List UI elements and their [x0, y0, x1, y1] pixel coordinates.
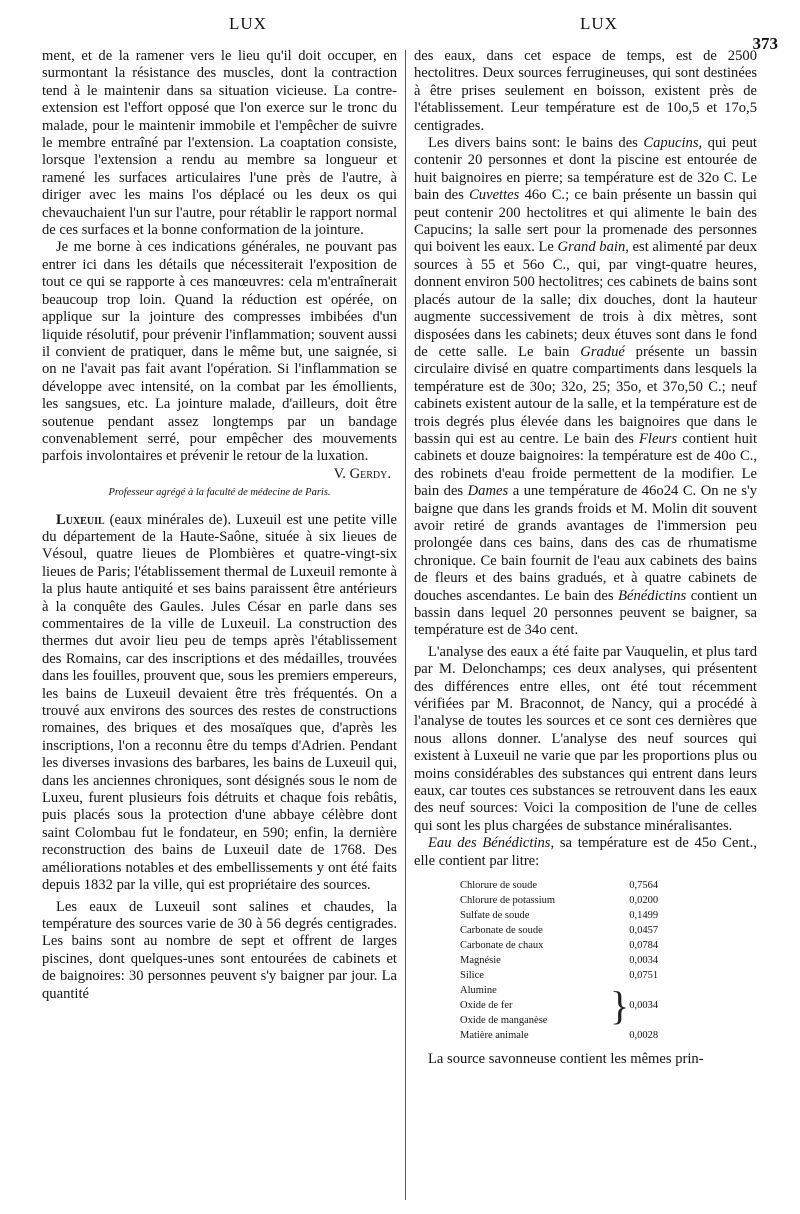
substance-name: Chlorure de potassium	[460, 895, 556, 907]
baths-text: contient un bassin dans lequel 20 personnes peuvent se baigner, sa température est de 34o cent.	[414, 587, 757, 639]
bracket-spacer	[610, 968, 629, 983]
substance-name: Oxide de fer	[460, 1000, 513, 1012]
substance-name: Chlorure de soude	[460, 880, 537, 892]
water-name: Eau des Bénédictins	[428, 835, 551, 852]
bracket-spacer	[610, 953, 629, 968]
baths-text: Les divers bains sont: le bains des	[428, 135, 644, 152]
column-separator	[405, 50, 406, 1200]
quantity-paragraph: des eaux, dans cet espace de temps, est de 2500 hectolitres. Deux sources ferrugineuses, qui sont destinées à être prises seulement en boisson, existent près de l'établissement. Leur température est de 10o,5 et 17o,5 centigrades.	[414, 48, 757, 134]
composition-row	[460, 893, 689, 908]
bath-name-capucins: Capucins	[643, 135, 699, 152]
eau-benedictins-intro	[414, 835, 757, 870]
bracket-spacer	[610, 878, 629, 893]
composition-row	[460, 968, 689, 983]
baths-text: contient huit cabinets et douze baignoires: la température est de 40o C., des robinets d'eau froide permettent de la modifier. Le bain des	[414, 430, 757, 500]
baths-text: , qui peut contenir 20 personnes et dont la piscine est entourée de huit baignoires en pierre; sa température est de 32o C. Le bain des	[414, 135, 757, 204]
substance-value: 0,0784	[629, 940, 659, 952]
substance-name: Carbonate de chaux	[460, 940, 544, 952]
savonneuse-paragraph: La source savonneuse contient les mêmes prin-	[428, 1051, 704, 1068]
luxeuil-history-text: (eaux minérales de). Luxeuil est une petite ville du département de la Haute-Saône, située à six lieues de Vésoul, quatre lieues de Plombières et quatre-vingt-six lieues de Paris; l'établissement thermal de Luxeuil remonte à la plus haute antiquité et ses bains paraissent être antérieurs à la conquête des Gaules. Jules César en parle dans ses commentaires de la ville de Luxeuil. La construction des thermes dut avoir lieu peu de temps après l'établissement des Romains, car des inscriptions et des médailles, trouvées dans les fouilles, prouvent que, sous les premiers empereurs, les bains de Luxeuil devaient être très fréquentés. On a trouvé aux environs des sources des restes de constructions romaines, des briques et des mosaïques que, d'après les inscriptions, l'on a reconnu être du temps d'Adrien. Pendant les diverses invasions des barbares, les bains de Luxeuil qui, dans les anciennes chroniques, sont désignés sous le nom de Luxeu, furent plusieurs fois détruits et chaque fois rebâtis, puis placés sous la protection d'une abbaye célèbre dont saint Colombau fut le fondateur, en 590; enfin, la dernière reconstruction des bains de Luxeuil date de 1768. Des améliorations notables et des embellissements y ont été faits depuis 1832 par la ville, qui est propriétaire des sources.	[42, 511, 397, 894]
substance-value: 0,0200	[629, 895, 659, 907]
bracket-spacer	[610, 1028, 629, 1043]
baths-text: , est alimenté par deux sources à 55 et 56o C., qui, par vingt-quatre heures, donnent environ 500 hectolitres; ces cabinets de bains sont placés autour de la salle; dix douches, dont la hauteur augmente successivement de trois à dix mètres, sont disposées dans les cabinets; deux étuves sont dans le fond de cette salle. Le bain	[414, 239, 758, 360]
bath-name-grand: Grand bain	[557, 239, 626, 256]
left-column	[42, 48, 397, 1003]
substance-name: Matière animale	[460, 1030, 529, 1042]
bath-name-benedictins: Bénédictins	[618, 587, 687, 604]
author-name: V. Gerdy.	[333, 465, 391, 482]
luxation-paragraph-continued: ment, et de la ramener vers le lieu qu'il doit occuper, en surmontant la résistance des muscles, dont la contraction tend à le maintenir dans sa situation vicieuse. La contre-extension est l'effort opposé que l'on exerce sur le tronc du malade, pour le maintenir immobile et l'empêcher de suivre le membre entraîné par l'extension. La coaptation consiste, lorsque l'extension a rendu au membre sa longueur et ramené les surfaces articulaires l'une près de l'autre, à diriger avec les mains l'os déplacé ou les deux os qui chevauchaient l'un sur l'autre, pour rétablir le rapport normal de ces surfaces et la bonne conformation de la jointure.	[42, 48, 397, 239]
composition-table	[460, 878, 689, 1043]
right-column	[414, 48, 757, 1069]
luxeuil-waters-paragraph: Les eaux de Luxeuil sont salines et chaudes, la température des sources varie de 30 à 56 degrés centigrades. Les bains sont au nombre de sept et offrent de larges piscines, dont quelques-unes sont entourées de cabinets et de baignoires: 30 personnes peuvent s'y baigner par jour. La quantité	[42, 898, 397, 1002]
substance-value: 0,1499	[629, 910, 659, 922]
author-affiliation: Professeur agrégé à la faculté de médecine de Paris.	[108, 487, 331, 499]
substance-name: Alumine	[460, 985, 497, 997]
substance-name: Magnésie	[460, 955, 501, 967]
baths-text: présente un bassin circulaire divisé en quatre compartiments dans lesquels la température est de 30o; 32o, 25; 35o, et 37o,50 C.; neuf cabinets existent autour de la salle, et la température est de trois degrés plus élevée dans les baignoires que dans le bassin qui est au centre. Le bain des	[414, 343, 757, 447]
substance-value: 0,7564	[629, 880, 659, 892]
bath-name-gradue: Gradué	[580, 343, 625, 360]
substance-name: Carbonate de soude	[460, 925, 543, 937]
substance-value: 0,0028	[629, 1030, 659, 1042]
substance-name: Sulfate de soude	[460, 910, 530, 922]
analysis-paragraph: L'analyse des eaux a été faite par Vauquelin, et plus tard par M. Delonchamps; ces deux analyses, qui présentent des différences entre elles, ont été tout récemment vérifiées par M. Braconnot, de Nancy, qui a procédé à l'analyse de toutes les sources et ce sont ces dernières que nous allons donner. L'analyse des neuf sources qui existent à Luxeuil ne varie que par les proportions plus ou moins considérables des substances qui entrent dans leurs eaux, car toutes ces substances se retrouvent dans les eaux des neuf sources: Voici la composition de l'une de celles qui sont les plus chargées de substance minéralisantes.	[414, 643, 757, 834]
grouping-brace: }	[610, 982, 630, 1028]
substance-name: Oxide de manganèse	[460, 1015, 548, 1027]
water-intro-text: , sa température est de 45o Cent., elle contient par litre:	[414, 835, 757, 869]
luxation-paragraph-treatment: Je me borne à ces indications générales, ne pouvant pas entrer ici dans les détails que nécessiterait l'exposition de tout ce qui se rapporte à ces manœuvres: cela m'entraînerait beaucoup trop loin. Quand la réduction est opérée, on applique sur la jointure des compresses imbibées d'un liquide résolutif, pour prévenir l'inflammation; souvent aussi il convient de pratiquer, dans le même but, une saignée, si on ne l'avait pas fait avant l'opération. Si l'inflammation se développe avec intensité, on la combat par les émollients, les sangsues, etc. La jointure malade, d'ailleurs, doit être soutenue pendant assez longtemps par un bandage convenablement serré, pour empêcher des mouvements parfois involontaires et prévenir le retour de la luxation.	[42, 239, 397, 465]
author-signature	[42, 466, 397, 483]
composition-row	[460, 878, 689, 893]
composition-row	[460, 1028, 689, 1043]
bath-name-fleurs: Fleurs	[639, 430, 678, 447]
bracket-spacer	[610, 923, 629, 938]
composition-row	[460, 938, 689, 953]
substance-name: Silice	[460, 970, 484, 982]
running-head-left: LUX	[229, 14, 267, 33]
running-head-right: LUX	[580, 14, 618, 33]
bath-name-dames: Dames	[467, 483, 509, 500]
composition-row	[460, 923, 689, 938]
page-number: 373	[752, 34, 778, 53]
bracket-spacer	[610, 893, 629, 908]
baths-text: a une température de 46o24 C. On ne s'y baigne que dans les grands froids et M. Molin dit souvent avoir retiré de grands avantages de l'immersion peu prolongée dans ces bains, dans des cas de rhumatisme chronique. Ce bain fournit de l'eau aux cabinets des bains de fleurs et des bains gradués, et à quatre cabinets de douches ascendantes. Le bain des	[414, 483, 757, 604]
composition-row	[460, 953, 689, 968]
composition-row	[460, 983, 689, 998]
baths-text: 46o C.; ce bain présente un bassin qui peut contenir 200 hectolitres et qui alimente le bain des Capucins; la salle sert pour la promenade des personnes qui boivent les eaux. Le	[414, 187, 757, 256]
substance-value: 0,0034	[629, 1000, 659, 1012]
bath-name-cuvettes: Cuvettes	[469, 187, 520, 204]
bracket-spacer	[610, 908, 629, 923]
substance-value: 0,0751	[629, 970, 659, 982]
composition-row	[460, 908, 689, 923]
substance-value: 0,0457	[629, 925, 659, 937]
substance-value: 0,0034	[629, 955, 659, 967]
luxeuil-entry	[42, 512, 397, 895]
baths-paragraph	[414, 135, 757, 640]
entry-headword: Luxeuil	[56, 511, 105, 528]
bracket-spacer	[610, 938, 629, 953]
